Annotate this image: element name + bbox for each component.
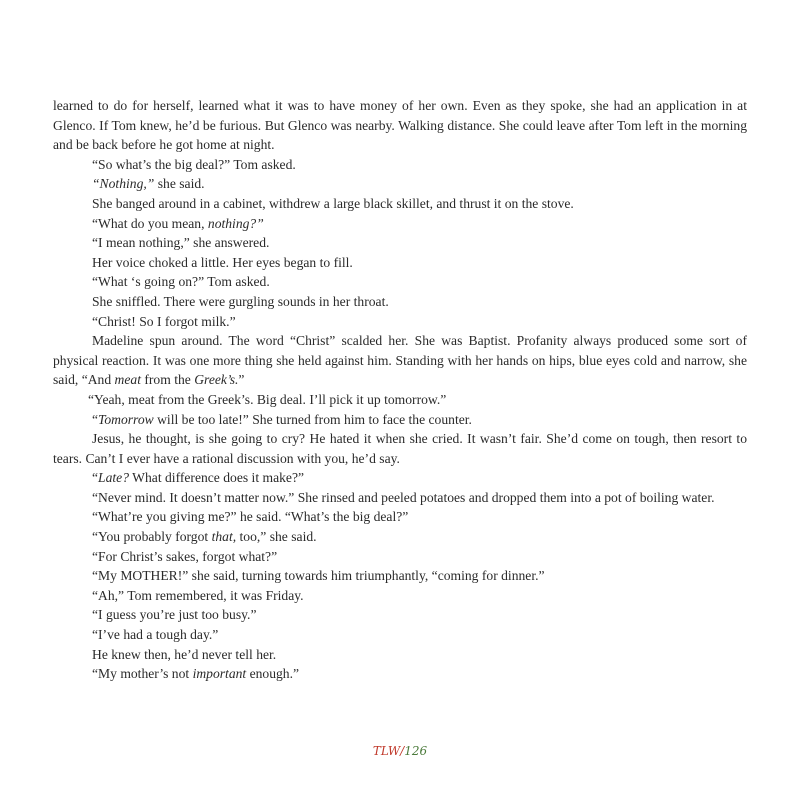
paragraph-11: Madeline spun around. The word “Christ” scalded her. She was Baptist. Profanity always produced some sort of physical reaction. It was one more thing she held against him. Standing with her hands on hips, blue eyes cold and narrow, she said, “And meat from the Greek’s.” bbox=[53, 333, 747, 388]
paragraph-14: Jesus, he thought, is she going to cry? He hated it when she cried. It wasn’t fair. She’d come on tough, then resort to tears. Can’t I ever have a rational discussion with you, he’d say. bbox=[53, 431, 747, 466]
paragraph-8: “What ‘s going on?” Tom asked. bbox=[92, 274, 270, 290]
paragraph-2: “So what’s the big deal?” Tom asked. bbox=[92, 156, 296, 172]
paragraph-3: “Nothing,” she said. bbox=[92, 176, 205, 192]
page-footer bbox=[0, 744, 800, 758]
paragraph-21: “Ah,” Tom remembered, it was Friday. bbox=[92, 587, 304, 603]
paragraph-23: “I’ve had a tough day.” bbox=[92, 627, 219, 643]
paragraph-1: learned to do for herself, learned what it was to have money of her own. Even as they spoke, she had an application in at Glenco. If Tom knew, he’d be furious. But Glenco was nearby. Walking distance. She could leave after Tom left in the morning and be back before he got home at night. bbox=[53, 98, 747, 153]
paragraph-7: Her voice choked a little. Her eyes began to fill. bbox=[92, 254, 353, 270]
paragraph-9: She sniffled. There were gurgling sounds in her throat. bbox=[92, 293, 389, 309]
paragraph-16: “Never mind. It doesn’t matter now.” She rinsed and peeled potatoes and dropped them into a pot of boiling water. bbox=[92, 489, 715, 505]
paragraph-6: “I mean nothing,” she answered. bbox=[92, 235, 270, 251]
paragraph-17: “What’re you giving me?” he said. “What’s the big deal?” bbox=[92, 509, 409, 525]
paragraph-4: She banged around in a cabinet, withdrew a large black skillet, and thrust it on the stove. bbox=[92, 195, 574, 211]
paragraph-19: “For Christ’s sakes, forgot what?” bbox=[92, 548, 278, 564]
paragraph-10: “Christ! So I forgot milk.” bbox=[92, 313, 236, 329]
paragraph-25: “My mother’s not important enough.” bbox=[92, 666, 300, 682]
paragraph-20: “My MOTHER!” she said, turning towards him triumphantly, “coming for dinner.” bbox=[92, 568, 545, 584]
manuscript-page-text bbox=[53, 96, 747, 684]
paragraph-13: “Tomorrow will be too late!” She turned from him to face the counter. bbox=[92, 411, 472, 427]
paragraph-15: “Late? What difference does it make?” bbox=[92, 470, 305, 486]
paragraph-12: “Yeah, meat from the Greek’s. Big deal. I’ll pick it up tomorrow.” bbox=[88, 391, 447, 407]
footer-title-mark: TLW/ bbox=[372, 744, 405, 758]
page-number: 126 bbox=[404, 744, 428, 758]
paragraph-24: He knew then, he’d never tell her. bbox=[92, 646, 277, 662]
paragraph-22: “I guess you’re just too busy.” bbox=[92, 607, 257, 623]
paragraph-18: “You probably forgot that, too,” she said. bbox=[92, 529, 317, 545]
paragraph-5: “What do you mean, nothing?” bbox=[92, 215, 264, 231]
